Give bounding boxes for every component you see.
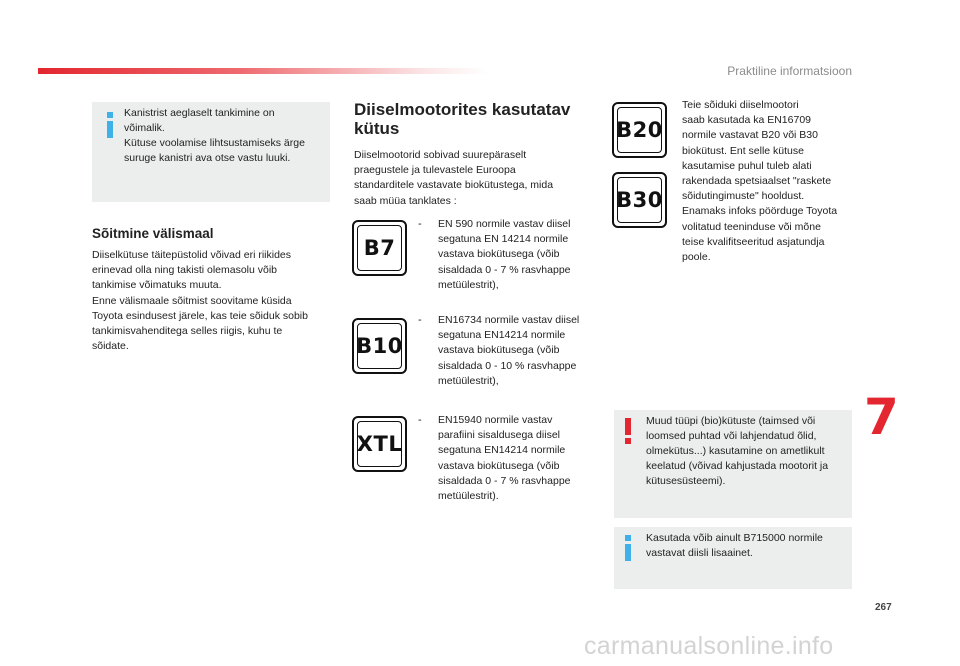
biofuel-text: Teie sõiduki diiselmootori saab kasutada ka EN16709 normile vastavat B20 või B30 biokütust. Ent selle kütuse kasutamise puhul tuleb alati rakendada spetsiaalset "raskete sõidutingimuste" hooldust. Enamaks infoks pöörduge Toyota volitatud teeninduse või mõne teise kvalifitseeritud asjatundja poole. xyxy=(682,99,838,264)
warning-box-text: Muud tüüpi (bio)kütuste (taimsed või loomsed puhtad või lahjendatud õlid, olmekütus...) kasutamine on ametlikult keelatud (võivad kahjustada mootorit ja kütusesüsteemi). xyxy=(646,415,829,487)
fuel-badge-b30: B30 xyxy=(612,172,667,228)
info-box-additive xyxy=(614,527,852,589)
fuel-badge-b20: B20 xyxy=(612,102,667,158)
fuel-badge-b10: B10 xyxy=(352,318,407,374)
fuel-description-xtl: EN15940 normile vastav parafiini sisaldusega diisel segatuna EN14214 normile vastava biokütusega (võib sisaldada 0 - 7 % rasvhappe metüülestrit). xyxy=(438,414,571,503)
warning-icon xyxy=(622,418,634,444)
list-dash: - xyxy=(418,218,422,230)
fuel-description-b10: EN16734 normile vastav diisel segatuna EN14214 normile vastava biokütusega (võib sisaldada 0 - 10 % rasvhappe metüülestrit), xyxy=(438,314,580,387)
watermark: carmanualsonline.info xyxy=(584,632,834,660)
fuel-description-b7: EN 590 normile vastav diisel segatuna EN 14214 normile vastava biokütusega (võib sisaldada 0 - 7 % rasvhappe metüülestrit), xyxy=(438,218,571,291)
info-box-text: Kanistrist aeglaselt tankimine on võimalik. Kütuse voolamise lihtsustamiseks ärge suruge kanistri ava otse vastu luuki. xyxy=(124,107,305,164)
fuel-badge-b7: B7 xyxy=(352,220,407,276)
page-number: 267 xyxy=(875,602,892,613)
warning-box-other-fuels xyxy=(614,410,852,518)
page-header-title: Praktiline informatsioon xyxy=(727,64,852,78)
section-text-driving-abroad: Diiselkütuse täitepüstolid võivad eri riikides erinevad olla ning takisti olemasolu võib tankimise võimatuks muuta. Enne välismaale sõitmist soovitame küsida Toyota esindusest järele, kas teie sõiduk sobib tankimisvahenditega selles riigis, kuhu te sõidate. xyxy=(92,249,308,353)
intro-text: Diiselmootorid sobivad suurepäraselt praegustele ja tulevastele Euroopa standarditele vastavate biokütustega, mida saab müüa tanklates : xyxy=(354,149,554,207)
list-dash: - xyxy=(418,314,422,326)
info-icon xyxy=(622,535,634,561)
header-accent-bar xyxy=(38,68,488,74)
info-box-canister xyxy=(92,102,330,202)
info-box-additive-text: Kasutada võib ainult B715000 normile vastavat diisli lisaainet. xyxy=(646,532,823,559)
section-title-driving-abroad: Sõitmine välismaal xyxy=(92,226,214,241)
chapter-number: 7 xyxy=(864,388,899,446)
list-dash: - xyxy=(418,414,422,426)
page-title: Diiselmootorites kasutatav kütus xyxy=(354,100,571,138)
fuel-badge-xtl: XTL xyxy=(352,416,407,472)
info-icon xyxy=(104,112,116,138)
